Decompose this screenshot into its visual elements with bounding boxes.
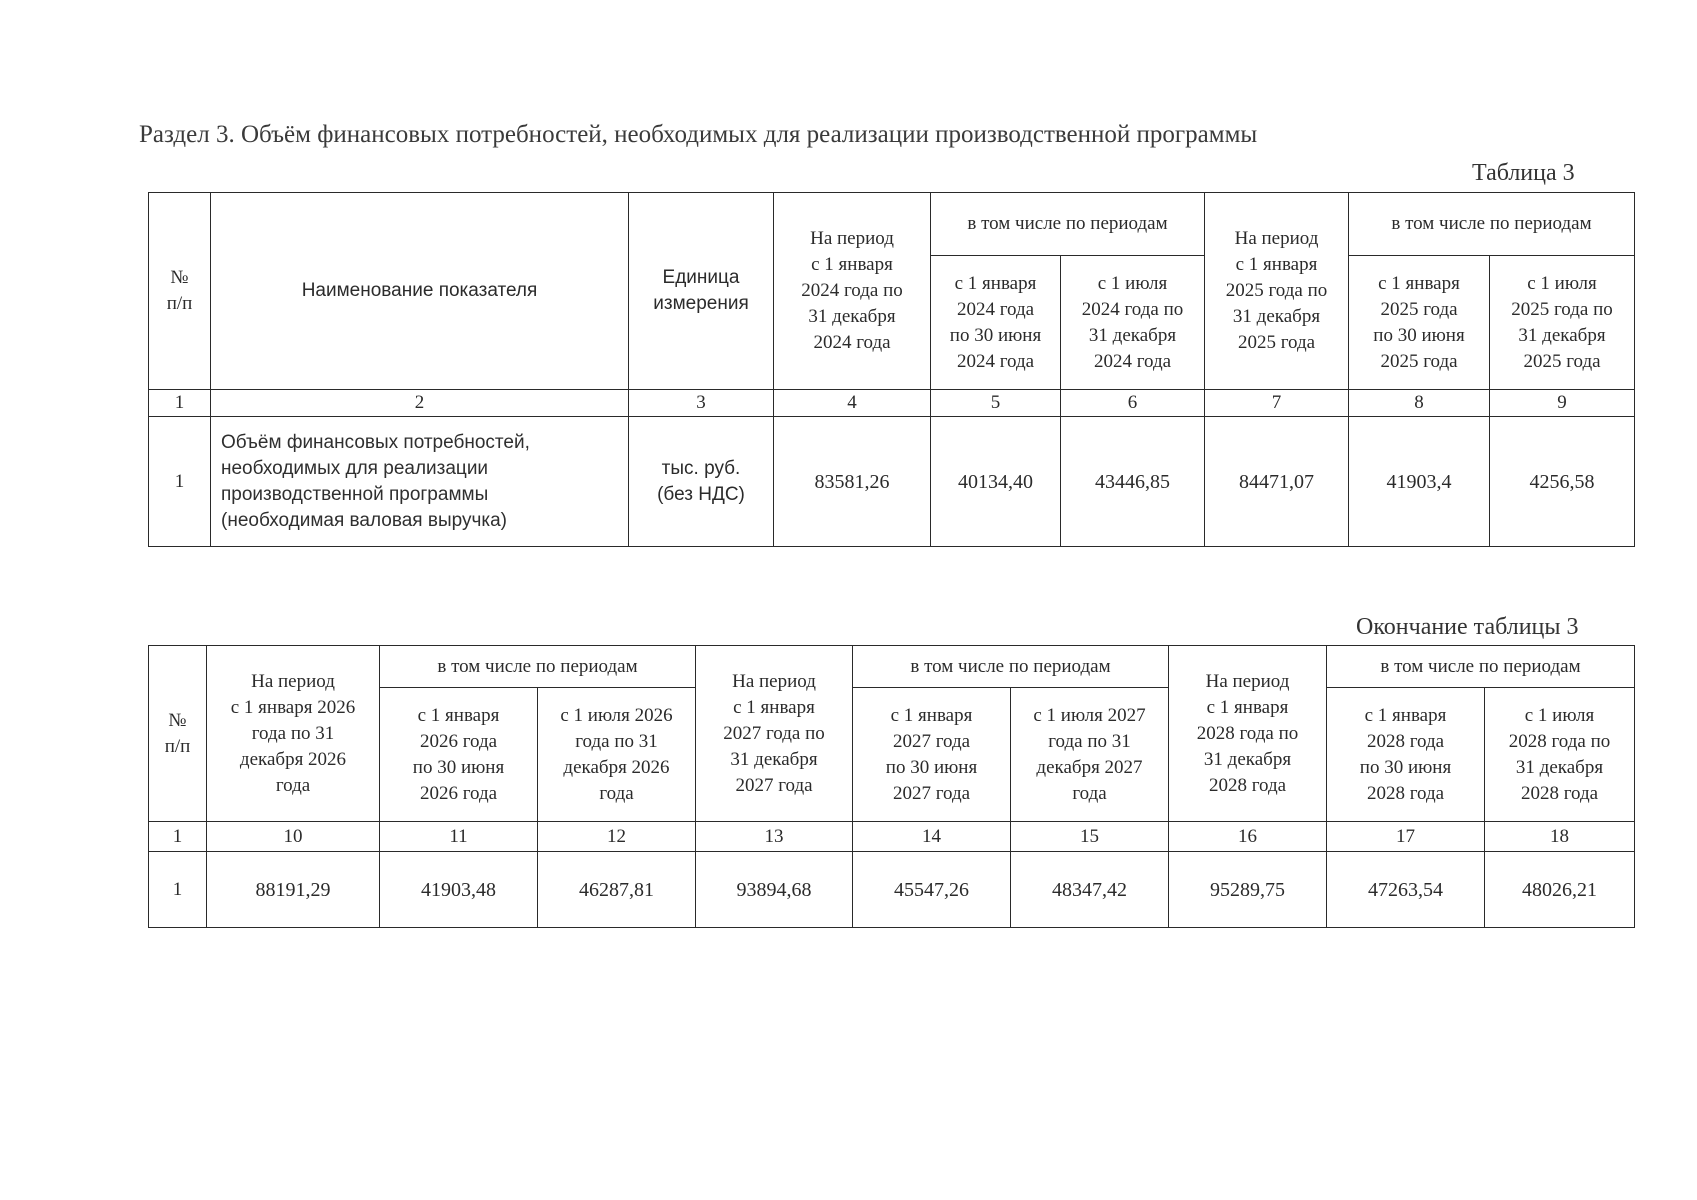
value-cell: 84471,07 [1205, 417, 1349, 547]
header-period-2028: На период с 1 января 2028 года по 31 декабря 2028 года [1169, 646, 1327, 822]
header-period-2025: На период с 1 января 2025 года по 31 декабря 2025 года [1205, 193, 1349, 390]
header-including-periods: в том числе по периодам [380, 646, 696, 688]
column-number: 13 [696, 822, 853, 852]
header-including-periods: в том числе по периодам [1349, 193, 1635, 256]
value-cell: 88191,29 [207, 852, 380, 928]
column-number: 14 [853, 822, 1011, 852]
financial-needs-table [148, 192, 1635, 547]
row-number: 1 [149, 852, 207, 928]
value-cell: 48347,42 [1011, 852, 1169, 928]
column-number: 7 [1205, 390, 1349, 417]
value-cell: 43446,85 [1061, 417, 1205, 547]
value-cell: 41903,48 [380, 852, 538, 928]
table-continuation-caption: Окончание таблицы 3 [1356, 614, 1579, 640]
value-cell: 46287,81 [538, 852, 696, 928]
table-row [149, 417, 1635, 547]
column-number: 9 [1490, 390, 1635, 417]
column-number: 5 [931, 390, 1061, 417]
column-number: 1 [149, 390, 211, 417]
header-unit: Единица измерения [629, 193, 774, 390]
header-2026-second-half: с 1 июля 2026 года по 31 декабря 2026 года [538, 688, 696, 822]
financial-needs-table-continuation [148, 645, 1635, 928]
header-2028-first-half: с 1 января 2028 года по 30 июня 2028 года [1327, 688, 1485, 822]
column-number-row [149, 390, 1635, 417]
header-including-periods: в том числе по периодам [853, 646, 1169, 688]
column-number: 4 [774, 390, 931, 417]
value-cell: 45547,26 [853, 852, 1011, 928]
column-number: 6 [1061, 390, 1205, 417]
value-cell: 93894,68 [696, 852, 853, 928]
header-including-periods: в том числе по периодам [931, 193, 1205, 256]
table-row [149, 852, 1635, 928]
indicator-name: Объём финансовых потребностей, необходимых для реализации производственной программы (необходимая валовая выручка) [211, 417, 629, 547]
header-indicator-name: Наименование показателя [211, 193, 629, 390]
column-number: 3 [629, 390, 774, 417]
value-cell: 47263,54 [1327, 852, 1485, 928]
value-cell: 41903,4 [1349, 417, 1490, 547]
column-number: 8 [1349, 390, 1490, 417]
column-number: 10 [207, 822, 380, 852]
unit-cell: тыс. руб. (без НДС) [629, 417, 774, 547]
column-number: 12 [538, 822, 696, 852]
header-2025-second-half: с 1 июля 2025 года по 31 декабря 2025 года [1490, 256, 1635, 390]
column-number: 15 [1011, 822, 1169, 852]
value-cell: 40134,40 [931, 417, 1061, 547]
column-number-row [149, 822, 1635, 852]
value-cell: 48026,21 [1485, 852, 1635, 928]
value-cell: 83581,26 [774, 417, 931, 547]
column-number: 16 [1169, 822, 1327, 852]
header-2025-first-half: с 1 января 2025 года по 30 июня 2025 года [1349, 256, 1490, 390]
header-2028-second-half: с 1 июля 2028 года по 31 декабря 2028 года [1485, 688, 1635, 822]
header-2027-first-half: с 1 января 2027 года по 30 июня 2027 года [853, 688, 1011, 822]
header-including-periods: в том числе по периодам [1327, 646, 1635, 688]
section-heading: Раздел 3. Объём финансовых потребностей, необходимых для реализации производственной программы [139, 121, 1258, 148]
header-period-2026: На период с 1 января 2026 года по 31 декабря 2026 года [207, 646, 380, 822]
column-number: 1 [149, 822, 207, 852]
header-2024-first-half: с 1 января 2024 года по 30 июня 2024 года [931, 256, 1061, 390]
column-number: 17 [1327, 822, 1485, 852]
header-number: № п/п [149, 646, 207, 822]
table-caption: Таблица 3 [1472, 160, 1575, 186]
header-2024-second-half: с 1 июля 2024 года по 31 декабря 2024 года [1061, 256, 1205, 390]
value-cell: 95289,75 [1169, 852, 1327, 928]
value-cell: 4256,58 [1490, 417, 1635, 547]
header-2026-first-half: с 1 января 2026 года по 30 июня 2026 года [380, 688, 538, 822]
header-period-2024: На период с 1 января 2024 года по 31 декабря 2024 года [774, 193, 931, 390]
row-number: 1 [149, 417, 211, 547]
header-number: № п/п [149, 193, 211, 390]
header-2027-second-half: с 1 июля 2027 года по 31 декабря 2027 года [1011, 688, 1169, 822]
column-number: 11 [380, 822, 538, 852]
header-period-2027: На период с 1 января 2027 года по 31 декабря 2027 года [696, 646, 853, 822]
column-number: 2 [211, 390, 629, 417]
column-number: 18 [1485, 822, 1635, 852]
